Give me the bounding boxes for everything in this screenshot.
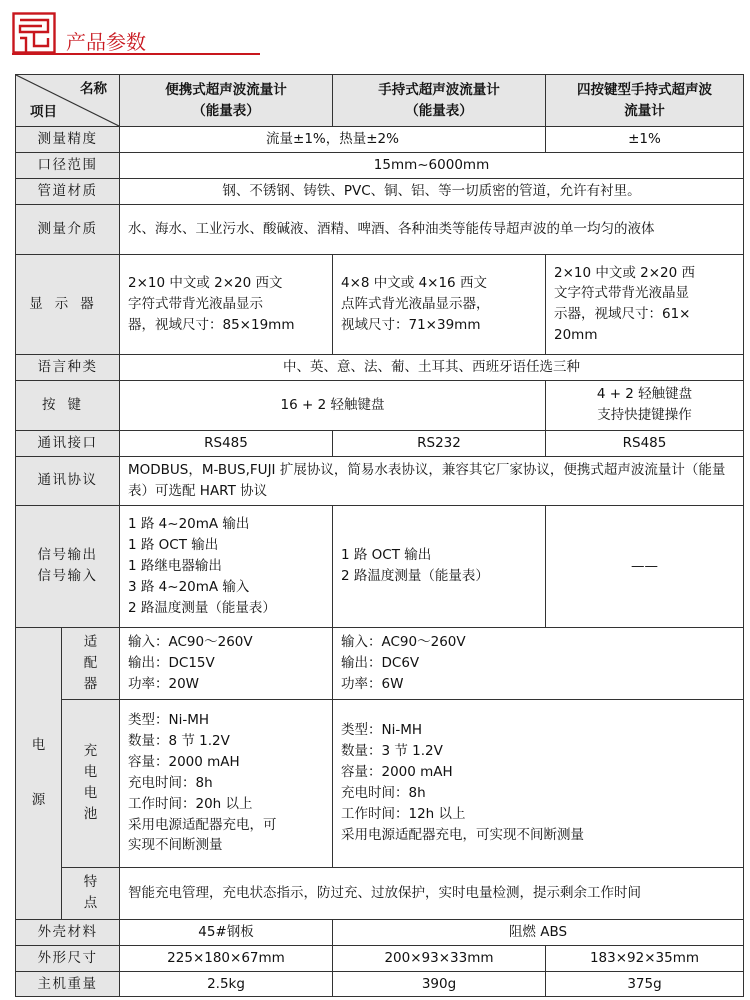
table-row-power-feature [16, 867, 744, 919]
signal-value-handheld: 1 路 OCT 输出 2 路温度测量（能量表） [333, 505, 546, 627]
header-name-label: 名称 [80, 81, 107, 97]
diameter-value: 15mm~6000mm [120, 152, 744, 178]
table-row-protocol [16, 456, 744, 505]
table-row-power-battery [16, 699, 744, 867]
row-label: 外壳材料 [16, 919, 120, 945]
material-value: 钢、不锈钢、铸铁、PVC、铜、铝、等一切质密的管道，允许有衬里。 [120, 178, 744, 204]
sub-label-battery: 充 电 电 池 [62, 699, 120, 867]
table-row-signal [16, 505, 744, 627]
size-value-portable: 225×180×67mm [120, 945, 333, 971]
table-row-display [16, 254, 744, 354]
weight-value-portable: 2.5kg [120, 971, 333, 997]
sub-label-adapter: 适 配 器 [62, 627, 120, 699]
row-label: 语言种类 [16, 354, 120, 380]
size-value-four-key: 183×92×35mm [546, 945, 744, 971]
signal-value-four-key: —— [546, 505, 744, 627]
display-value-four-key: 2×10 中文或 2×20 西 文字符式带背光液晶显 示器，视域尺寸：61× 20mm [546, 254, 744, 354]
row-label: 通讯协议 [16, 456, 120, 505]
weight-value-handheld: 390g [333, 971, 546, 997]
chinese-fret-logo-icon [12, 12, 56, 54]
keys-value-portable-handheld: 16 + 2 轻触键盘 [120, 380, 546, 430]
row-label-power: 电 源 [16, 627, 62, 919]
interface-value-portable: RS485 [120, 430, 333, 456]
battery-value-handheld: 类型：Ni-MH 数量：3 节 1.2V 容量：2000 mAH 充电时间：8h 工作时间：12h 以上 采用电源适配器充电，可实现不间断测量 [333, 699, 744, 867]
table-row-keys [16, 380, 744, 430]
medium-value: 水、海水、工业污水、酸碱液、酒精、啤酒、各种油类等能传导超声波的单一均匀的液体 [120, 204, 744, 254]
table-row-power-adapter [16, 627, 744, 699]
language-value: 中、英、意、法、葡、土耳其、西班牙语任选三种 [120, 354, 744, 380]
diagonal-header-cell [16, 75, 120, 127]
spec-table [15, 74, 744, 997]
row-label: 外形尺寸 [16, 945, 120, 971]
signal-value-portable: 1 路 4~20mA 输出 1 路 OCT 输出 1 路继电器输出 3 路 4~20mA 输入 2 路温度测量（能量表） [120, 505, 333, 627]
header-item-label: 项目 [30, 104, 57, 121]
table-header-row [16, 75, 744, 127]
display-value-portable: 2×10 中文或 2×20 西文 字符式带背光液晶显示 器，视域尺寸：85×19mm [120, 254, 333, 354]
header-divider [12, 53, 260, 55]
weight-value-four-key: 375g [546, 971, 744, 997]
sub-label-feature: 特 点 [62, 867, 120, 919]
section-header [12, 8, 262, 58]
keys-value-four-key: 4 + 2 轻触键盘 支持快捷键操作 [546, 380, 744, 430]
display-value-handheld: 4×8 中文或 4×16 西文 点阵式背光液晶显示器， 视域尺寸：71×39mm [333, 254, 546, 354]
row-label: 显示器 [16, 254, 120, 354]
row-label: 测量介质 [16, 204, 120, 254]
table-row-interface [16, 430, 744, 456]
table-row-medium [16, 204, 744, 254]
row-label: 通讯接口 [16, 430, 120, 456]
row-label: 按键 [16, 380, 120, 430]
accuracy-value-four-key: ±1% [546, 127, 744, 153]
case-value-portable: 45#钢板 [120, 919, 333, 945]
table-row-case [16, 919, 744, 945]
adapter-value-handheld: 输入：AC90～260V 输出：DC6V 功率：6W [333, 627, 744, 699]
protocol-value: MODBUS，M-BUS,FUJI 扩展协议，简易水表协议，兼容其它厂家协议，便携式超声波流量计（能量表）可选配 HART 协议 [120, 456, 744, 505]
row-label: 口径范围 [16, 152, 120, 178]
size-value-handheld: 200×93×33mm [333, 945, 546, 971]
table-row-material [16, 178, 744, 204]
header-title: 产品参数 [66, 30, 146, 54]
adapter-value-portable: 输入：AC90～260V 输出：DC15V 功率：20W [120, 627, 333, 699]
accuracy-value-portable-handheld: 流量±1%，热量±2% [120, 127, 546, 153]
table-row-language [16, 354, 744, 380]
row-label: 管道材质 [16, 178, 120, 204]
table-row-weight [16, 971, 744, 997]
interface-value-handheld: RS232 [333, 430, 546, 456]
table-row-size [16, 945, 744, 971]
interface-value-four-key: RS485 [546, 430, 744, 456]
row-label: 测量精度 [16, 127, 120, 153]
row-label: 主机重量 [16, 971, 120, 997]
battery-value-portable: 类型：Ni-MH 数量：8 节 1.2V 容量：2000 mAH 充电时间：8h 工作时间：20h 以上 采用电源适配器充电，可 实现不间断测量 [120, 699, 333, 867]
column-header-handheld: 手持式超声波流量计 （能量表） [333, 75, 546, 127]
column-header-portable: 便携式超声波流量计 （能量表） [120, 75, 333, 127]
column-header-four-key: 四按键型手持式超声波 流量计 [546, 75, 744, 127]
row-label-signal: 信号输出 信号输入 [16, 505, 120, 627]
table-row-diameter [16, 152, 744, 178]
feature-value: 智能充电管理，充电状态指示，防过充、过放保护，实时电量检测，提示剩余工作时间 [120, 867, 744, 919]
case-value-handheld-four-key: 阻燃 ABS [333, 919, 744, 945]
table-row-accuracy [16, 127, 744, 153]
